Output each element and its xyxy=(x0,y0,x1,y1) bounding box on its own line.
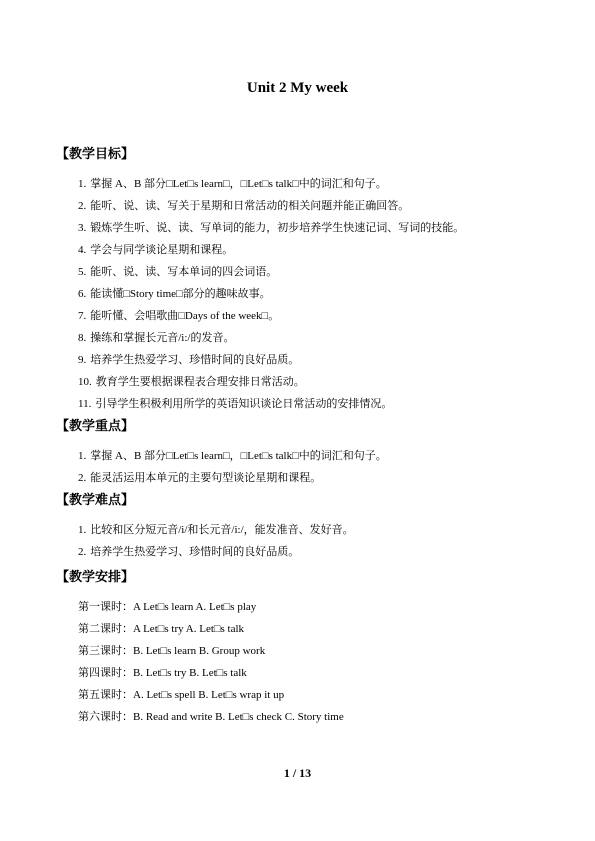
item-number: 5. xyxy=(78,266,87,278)
item-text: 教育学生要根据课程表合理安排日常活动。 xyxy=(95,376,305,388)
item-text: 能听懂、会唱歌曲□Days of the week□。 xyxy=(90,310,280,322)
item-text: 培养学生热爱学习、珍惜时间的良好品质。 xyxy=(90,354,300,366)
item-text: 掌握 A、B 部分□Let□s learn□，□Let□s talk□中的词汇和句子。 xyxy=(90,178,387,190)
heading-key-points: 【教学重点】 xyxy=(56,418,135,433)
item-text: 第三课时：B. Let□s learn B. Group work xyxy=(78,645,266,657)
item-number: 8. xyxy=(78,332,87,344)
item-number: 2. xyxy=(78,472,87,484)
list-item xyxy=(78,221,464,235)
item-text: 锻炼学生听、说、读、写单词的能力，初步培养学生快速记词、写词的技能。 xyxy=(90,222,465,234)
list-item xyxy=(78,309,279,323)
item-number: 10. xyxy=(78,376,92,388)
item-text: 能灵活运用本单元的主要句型谈论星期和课程。 xyxy=(90,472,322,484)
heading-objectives: 【教学目标】 xyxy=(56,146,135,161)
list-item xyxy=(78,177,387,191)
item-number: 2. xyxy=(78,200,87,212)
item-text: 第四课时：B. Let□s try B. Let□s talk xyxy=(78,667,247,679)
item-number: 3. xyxy=(78,222,87,234)
document-title: Unit 2 My week xyxy=(246,80,349,96)
list-item xyxy=(78,331,234,345)
item-text: 能听、说、读、写关于星期和日常活动的相关问题并能正确回答。 xyxy=(90,200,410,212)
item-number: 6. xyxy=(78,288,87,300)
list-item xyxy=(78,600,256,614)
item-text: 培养学生热爱学习、珍惜时间的良好品质。 xyxy=(90,546,300,558)
item-number: 1. xyxy=(78,450,87,462)
item-text: 操练和掌握长元音/i:/的发音。 xyxy=(90,332,235,344)
heading-difficulties: 【教学难点】 xyxy=(56,492,135,507)
list-item xyxy=(78,375,305,389)
item-number: 1. xyxy=(78,524,87,536)
list-item xyxy=(78,666,247,680)
list-item xyxy=(78,622,244,636)
item-number: 9. xyxy=(78,354,87,366)
list-item xyxy=(78,397,392,411)
item-text: 学会与同学谈论星期和课程。 xyxy=(90,244,234,256)
item-number: 1. xyxy=(78,178,87,190)
item-number: 4. xyxy=(78,244,87,256)
item-text: 第一课时：A Let□s learn A. Let□s play xyxy=(78,601,257,613)
list-item xyxy=(78,353,299,367)
list-item xyxy=(78,710,344,724)
item-number: 7. xyxy=(78,310,87,322)
list-item xyxy=(78,243,233,257)
item-text: 第六课时：B. Read and write B. Let□s check C. Story time xyxy=(78,711,344,723)
list-item xyxy=(78,545,299,559)
heading-arrangement: 【教学安排】 xyxy=(56,569,135,584)
list-item xyxy=(78,287,271,301)
list-item xyxy=(78,523,354,537)
item-number: 11. xyxy=(78,398,92,410)
page-number: 1 / 13 xyxy=(283,766,312,780)
list-item xyxy=(78,644,265,658)
item-text: 第五课时：A. Let□s spell B. Let□s wrap it up xyxy=(78,689,285,701)
item-text: 能读懂□Story time□部分的趣味故事。 xyxy=(90,288,271,300)
list-item xyxy=(78,449,387,463)
item-text: 能听、说、读、写本单词的四会词语。 xyxy=(90,266,278,278)
list-item xyxy=(78,199,409,213)
item-number: 2. xyxy=(78,546,87,558)
list-item xyxy=(78,265,277,279)
item-text: 第二课时：A Let□s try A. Let□s talk xyxy=(78,623,245,635)
item-text: 比较和区分短元音/i/和长元音/i:/，能发准音、发好音。 xyxy=(90,524,354,536)
item-text: 引导学生积极利用所学的英语知识谈论日常活动的安排情况。 xyxy=(95,398,393,410)
list-item xyxy=(78,471,321,485)
list-item xyxy=(78,688,284,702)
item-text: 掌握 A、B 部分□Let□s learn□，□Let□s talk□中的词汇和句子。 xyxy=(90,450,387,462)
